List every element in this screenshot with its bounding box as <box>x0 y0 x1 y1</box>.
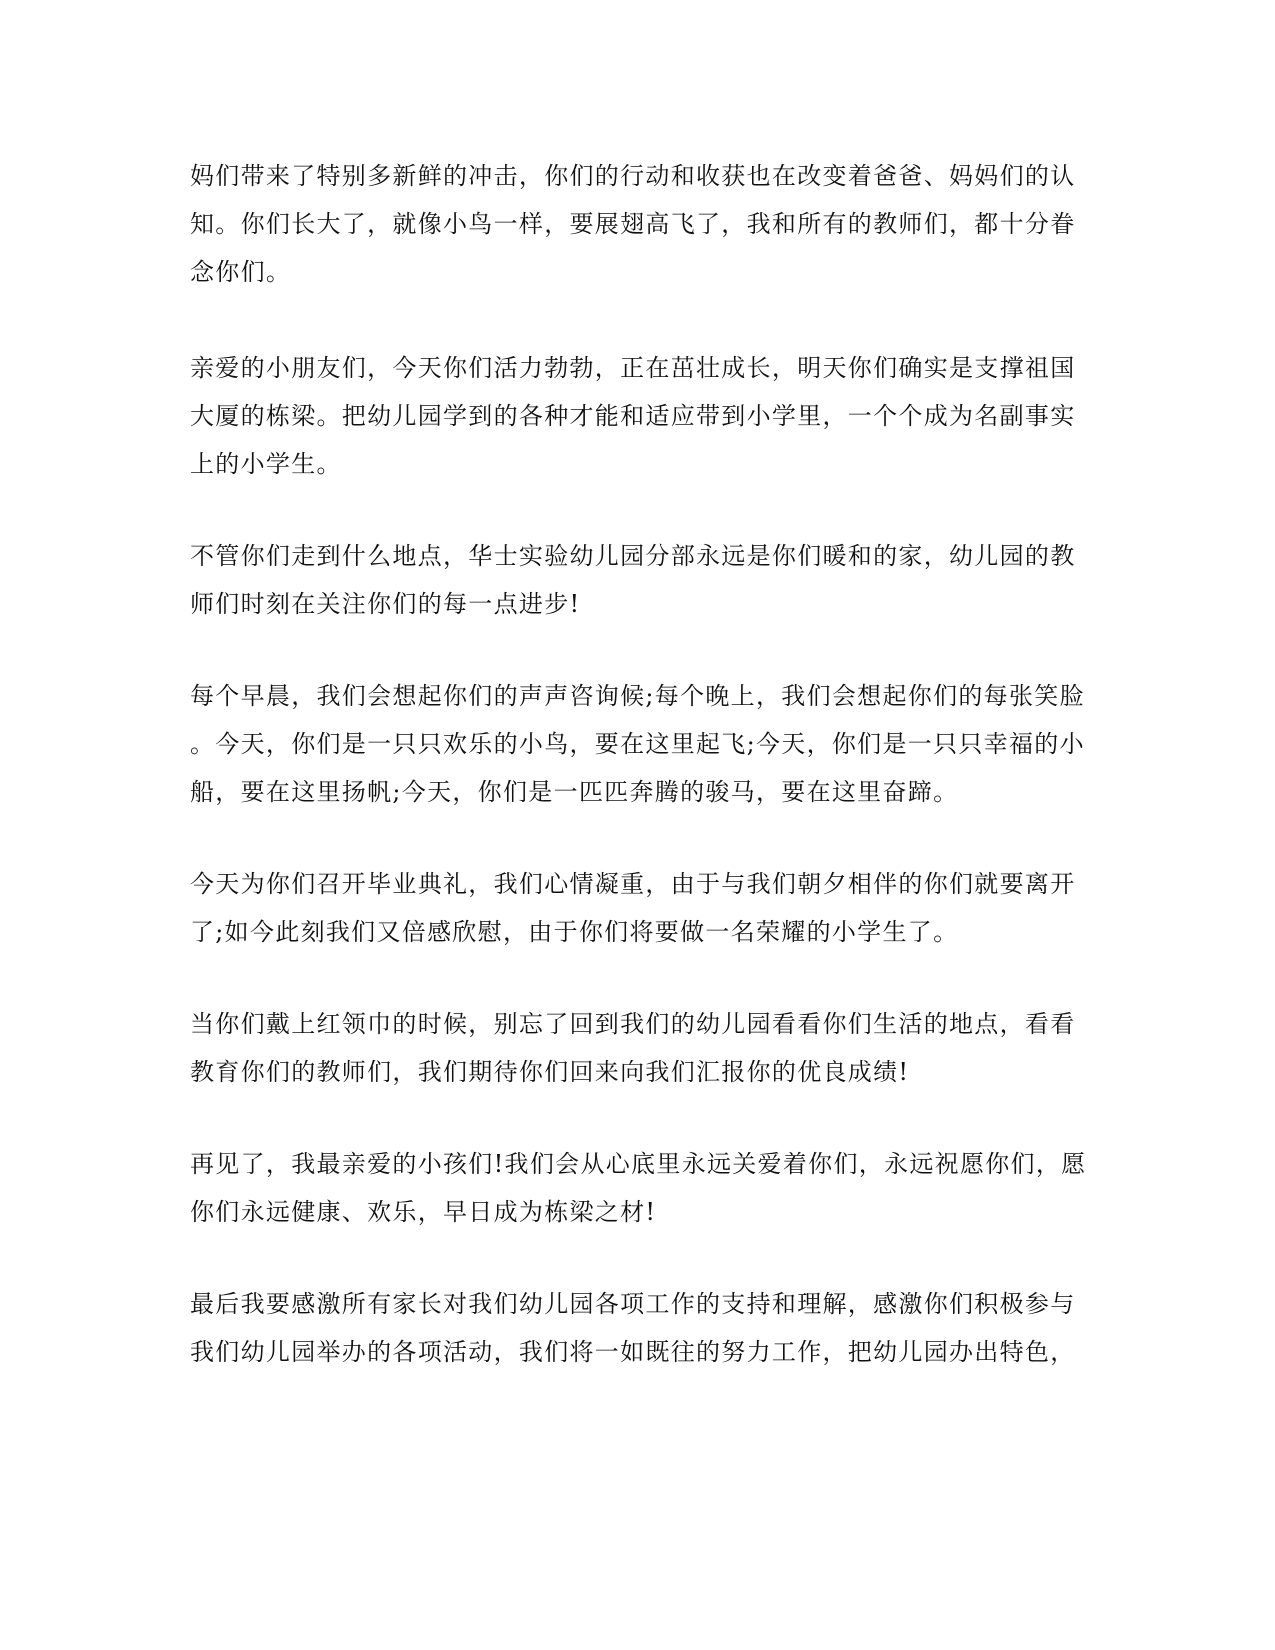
paragraph-7 <box>190 1140 1090 1236</box>
paragraph-2 <box>190 344 1090 488</box>
paragraph-8 <box>190 1280 1090 1376</box>
paragraph-3 <box>190 532 1090 628</box>
paragraph-line: 再见了，我最亲爱的小孩们!我们会从心底里永远关爱着你们，永远祝愿你们，愿 <box>190 1150 1087 1178</box>
paragraph-line: 知。你们长大了，就像小鸟一样，要展翅高飞了，我和所有的教师们，都十分眷 <box>190 210 1076 238</box>
paragraph-line: 师们时刻在关注你们的每一点进步! <box>190 590 581 618</box>
paragraph-line: 。今天，你们是一只只欢乐的小鸟，要在这里起飞;今天，你们是一只只幸福的小 <box>190 730 1085 758</box>
paragraph-line: 每个早晨，我们会想起你们的声声咨询候;每个晚上，我们会想起你们的每张笑脸 <box>190 682 1085 710</box>
paragraph-line: 了;如今此刻我们又倍感欣慰，由于你们将要做一名荣耀的小学生了。 <box>190 918 959 946</box>
paragraph-line: 妈们带来了特别多新鲜的冲击，你们的行动和收获也在改变着爸爸、妈妈们的认 <box>190 162 1076 190</box>
paragraph-6 <box>190 1000 1090 1096</box>
document-body <box>190 152 1090 1376</box>
paragraph-line: 你们永远健康、欢乐，早日成为栋梁之材! <box>190 1198 657 1226</box>
paragraph-line: 不管你们走到什么地点，华士实验幼儿园分部永远是你们暖和的家，幼儿园的教 <box>190 542 1076 570</box>
paragraph-4 <box>190 672 1090 816</box>
paragraph-line: 今天为你们召开毕业典礼，我们心情凝重，由于与我们朝夕相伴的你们就要离开 <box>190 870 1076 898</box>
paragraph-1 <box>190 152 1090 296</box>
paragraph-line: 我们幼儿园举办的各项活动，我们将一如既往的努力工作，把幼儿园办出特色， <box>190 1338 1076 1366</box>
paragraph-line: 念你们。 <box>190 258 292 286</box>
paragraph-5 <box>190 860 1090 956</box>
paragraph-line: 教育你们的教师们，我们期待你们回来向我们汇报你的优良成绩! <box>190 1058 910 1086</box>
paragraph-line: 大厦的栋梁。把幼儿园学到的各种才能和适应带到小学里，一个个成为名副事实 <box>190 402 1076 430</box>
paragraph-line: 上的小学生。 <box>190 450 342 478</box>
paragraph-line: 亲爱的小朋友们，今天你们活力勃勃，正在茁壮成长，明天你们确实是支撑祖国 <box>190 354 1076 382</box>
paragraph-line: 船，要在这里扬帆;今天，你们是一匹匹奔腾的骏马，要在这里奋蹄。 <box>190 778 959 806</box>
paragraph-line: 最后我要感激所有家长对我们幼儿园各项工作的支持和理解，感激你们积极参与 <box>190 1290 1076 1318</box>
paragraph-line: 当你们戴上红领巾的时候，别忘了回到我们的幼儿园看看你们生活的地点，看看 <box>190 1010 1076 1038</box>
